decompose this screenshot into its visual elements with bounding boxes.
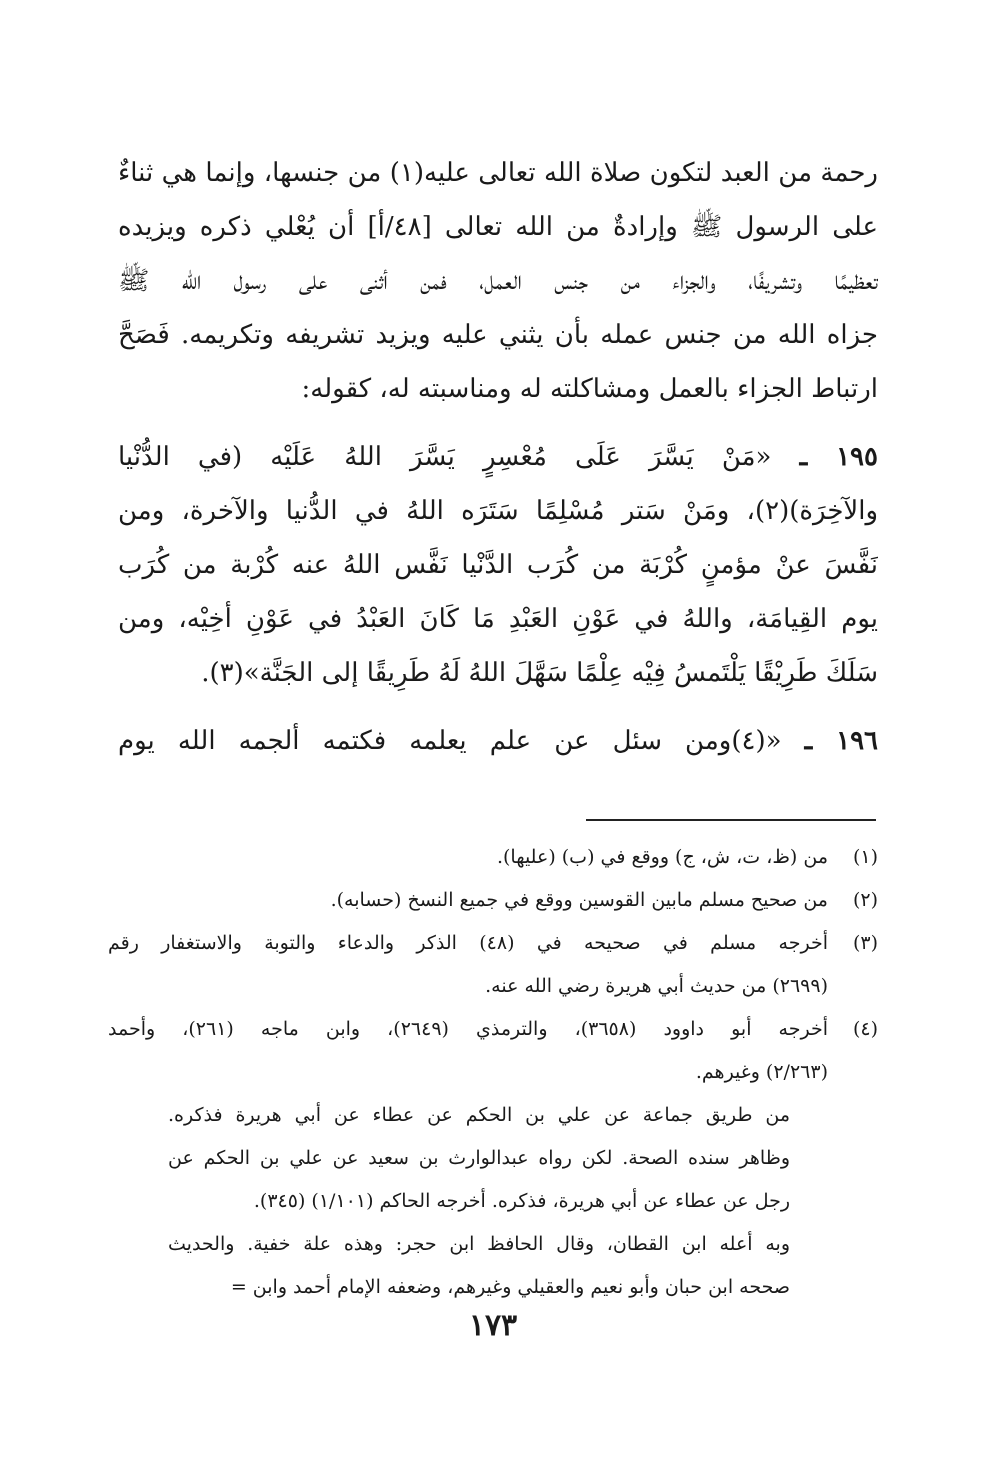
commentary-line: رجل عن عطاء عن أبي هريرة، فذكره. أخرجه الحاكم (١/١٠١) (٣٤٥).: [253, 1190, 790, 1212]
footnote-mark: (٢): [852, 889, 878, 911]
hadith-196: [118, 714, 878, 768]
footnote-4: [108, 1008, 878, 1094]
footnotes: [108, 836, 878, 1309]
text-line: تعظيمًا وتشريفًا، والجزاء من جنس العمل، فمن أثنى على رسول الله ﷺ: [118, 266, 878, 296]
hadith-number: ١٩٦ ـ: [804, 726, 878, 756]
commentary-line: صححه ابن حبان وأبو نعيم والعقيلي وغيرهم، وضعفه الإمام أحمد وابن =: [230, 1276, 790, 1298]
commentary-line: وظاهر سنده الصحة. لكن رواه عبدالوارث بن سعيد عن علي بن الحكم عن: [168, 1147, 790, 1169]
commentary-line: وبه أعله ابن القطان، وقال الحافظ ابن حجر: وهذه علة خفية. والحديث: [168, 1233, 790, 1255]
footnote-mark: (٣): [852, 932, 878, 954]
hadith-line: [118, 430, 878, 484]
text-line: جزاه الله من جنس عمله بأن يثني عليه ويزيد تشريفه وتكريمه. فَصَحَّ: [118, 320, 878, 350]
hadith-text: «(٤)ومن سئل عن علم يعلمه فكتمه ألجمه الله يوم: [118, 726, 782, 756]
hadith-number: ١٩٥ ـ: [799, 442, 878, 472]
hadith-text: «مَنْ يَسَّرَ عَلَى مُعْسِرٍ يَسَّرَ اللهُ عَلَيْه (في الدُّنْيا: [118, 442, 772, 472]
footnote-2: [108, 879, 878, 922]
footnote-commentary-1: [108, 1094, 878, 1223]
footnote-text: (٢٦٩٩) من حديث أبي هريرة رضي الله عنه.: [485, 975, 828, 997]
footnote-text: من صحيح مسلم مابين القوسين ووقع في جميع النسخ (حسابه).: [330, 889, 828, 911]
footnote-text: من (ظ، ت، ش، ج) ووقع في (ب) (عليها).: [496, 846, 828, 868]
footnote-mark: (٤): [852, 1018, 878, 1040]
footnote-1: [108, 836, 878, 879]
text-line: على الرسول ﷺ وإرادةٌ من الله تعالى [٤٨/أ] أن يُعْلي ذكره ويزيده: [118, 212, 878, 242]
hadith-line: سَلَكَ طَرِيْقًا يَلْتَمسُ فِيْه عِلْمًا سَهَّلَ اللهُ لَهُ طَرِيقًا إلى الجَنَّة»(٣).: [201, 658, 878, 688]
footnote-text: أخرجه مسلم في صحيحه في (٤٨) الذكر والدعاء والتوبة والاستغفار رقم: [108, 932, 828, 954]
footnote-commentary-2: [108, 1223, 878, 1309]
hadith-line: نَفَّسَ عنْ مؤمنٍ كُرْبَة من كُرَب الدَّنْيا نَفَّس اللهُ عنه كُرْبة من كُرَب: [118, 550, 878, 580]
text-line: ارتباط الجزاء بالعمل ومشاكلته له ومناسبته له، كقوله:: [301, 374, 878, 404]
commentary-line: من طريق جماعة عن علي بن الحكم عن عطاء عن أبي هريرة فذكره.: [168, 1104, 790, 1126]
footnote-text: أخرجه أبو داوود (٣٦٥٨)، والترمذي (٢٦٤٩)، وابن ماجه (٢٦١)، وأحمد: [108, 1018, 828, 1040]
main-text: [118, 146, 878, 768]
page-number: ١٧٣: [468, 1308, 518, 1343]
text-line: رحمة من العبد لتكون صلاة الله تعالى عليه(١) من جنسها، وإنما هي ثناءٌ: [118, 158, 878, 188]
hadith-line: يوم القِيامَة، واللهُ في عَوْنِ العَبْدِ مَا كَانَ العَبْدُ في عَوْنِ أخِيْه، ومن: [118, 604, 878, 634]
hadith-line: والآخِرَة)(٢)، ومَنْ سَتر مُسْلِمًا سَتَرَه اللهُ في الدُّنيا والآخرة، ومن: [118, 496, 878, 526]
footnote-3: [108, 922, 878, 1008]
footnote-text: (٢/٢٦٣) وغيرهم.: [695, 1061, 828, 1083]
hadith-195: [118, 430, 878, 700]
paragraph-intro: [118, 146, 878, 416]
footnote-divider: [586, 819, 876, 821]
footnote-mark: (١): [852, 846, 878, 868]
hadith-line: [118, 714, 878, 768]
